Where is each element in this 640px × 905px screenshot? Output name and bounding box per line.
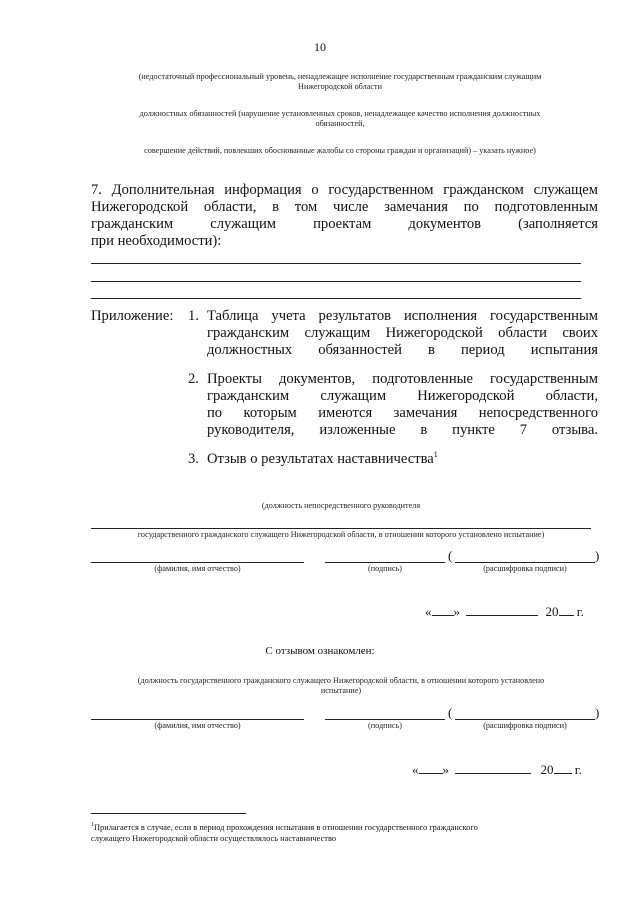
close-paren: ) — [595, 548, 600, 563]
footnote-line-1 — [91, 823, 601, 833]
year-prefix: 20 — [540, 762, 554, 777]
appendix-item-2-line-4: руководителя, изложенные в пункте 7 отзыва. — [207, 422, 598, 438]
footnote-separator — [91, 813, 246, 814]
employee-date — [412, 761, 582, 778]
month-field[interactable] — [466, 603, 538, 616]
section7-line-1: 7. Дополнительная информация о государственном гражданском служащем — [91, 182, 598, 198]
note-line-1b: Нижегородской области — [298, 82, 382, 91]
note-line-2b: обязанностей, — [315, 119, 365, 128]
note-line-3: совершение действий, повлекших обоснованные жалобы со стороны граждан и организаций) – указать нужное) — [144, 146, 536, 155]
open-paren: ( — [448, 705, 453, 720]
date-open-quote: « — [412, 762, 419, 777]
date-open-quote: « — [425, 604, 432, 619]
footnote-line-2: служащего Нижегородской области осуществлялось наставничество — [91, 834, 337, 843]
appendix-item-1-num: 1. — [188, 308, 199, 324]
note-line-2a: должностных обязанностей (нарушение установленных сроков, ненадлежащее качество исполнения должностных — [139, 109, 541, 118]
supervisor-position-caption: (должность непосредственного руководителя — [261, 501, 421, 510]
year-field[interactable] — [559, 603, 574, 616]
employee-position-caption-b: испытание) — [320, 686, 362, 695]
appendix-item-1-line-3: должностных обязанностей в период испытания — [207, 342, 598, 358]
year-field[interactable] — [554, 761, 572, 774]
comment-line-2[interactable] — [91, 281, 581, 282]
appendix-item-2-num: 2. — [188, 371, 199, 387]
year-prefix: 20 — [545, 604, 559, 619]
acquainted-title: С отзывом ознакомлен: — [265, 645, 375, 657]
section7-line-3: гражданским служащим проектам документов (заполняется — [91, 216, 598, 232]
page-number: 10 — [314, 40, 326, 54]
footnote-mark: 1 — [91, 822, 94, 829]
supervisor-name-field[interactable]: (фамилия, имя отчество) — [91, 562, 304, 574]
day-field[interactable] — [419, 761, 443, 774]
year-suffix: г. — [574, 762, 582, 777]
supervisor-decode-field[interactable]: (расшифровка подписи) — [455, 562, 595, 574]
appendix-item-2-line-2: гражданским служащим Нижегородской области, — [207, 388, 598, 404]
comment-line-3[interactable] — [91, 298, 581, 299]
footnote-ref[interactable]: 1 — [433, 450, 438, 460]
supervisor-date — [425, 603, 584, 620]
day-field[interactable] — [432, 603, 454, 616]
section7-line-2: Нижегородской области, в том числе замечания по подготовленным — [91, 199, 598, 215]
employee-position-caption-a: (должность государственного гражданского служащего Нижегородской области, в отношении которого установлено — [137, 676, 545, 685]
note-line-1a: (недостаточный профессиональный уровень, ненадлежащее исполнение государственным гражданским служащим — [138, 72, 542, 81]
date-close-quote: » — [453, 604, 460, 619]
appendix-item-2-line-1: Проекты документов, подготовленные государственным — [207, 371, 598, 387]
footnote-text-1: Прилагается в случае, если в период прохождения испытания в отношении государственного гражданского — [94, 823, 478, 832]
open-paren: ( — [448, 548, 453, 563]
supervisor-sign-field[interactable]: (подпись) — [325, 562, 445, 574]
appendix-label: Приложение: — [91, 308, 174, 324]
appendix-item-3-text: Отзыв о результатах наставничества — [207, 451, 434, 467]
employee-sign-field[interactable]: (подпись) — [325, 719, 445, 731]
supervisor-position-caption-2[interactable]: государственного гражданского служащего Нижегородской области, в отношении которого установлено испытание) — [91, 528, 591, 540]
appendix-item-1-line-2: гражданским служащим Нижегородской области своих — [207, 325, 598, 341]
employee-name-field[interactable]: (фамилия, имя отчество) — [91, 719, 304, 731]
year-suffix: г. — [576, 604, 584, 619]
date-close-quote: » — [442, 762, 449, 777]
appendix-item-3-num: 3. — [188, 451, 199, 467]
appendix-item-2-line-3: по которым имеются замечания непосредственного — [207, 405, 598, 421]
appendix-item-3-line — [207, 451, 438, 468]
comment-line-1[interactable] — [91, 263, 581, 264]
appendix-item-1-line-1: Таблица учета результатов исполнения государственным — [207, 308, 598, 324]
employee-decode-field[interactable]: (расшифровка подписи) — [455, 719, 595, 731]
close-paren: ) — [595, 705, 600, 720]
month-field[interactable] — [455, 761, 531, 774]
section7-line-4: при необходимости): — [91, 233, 222, 249]
